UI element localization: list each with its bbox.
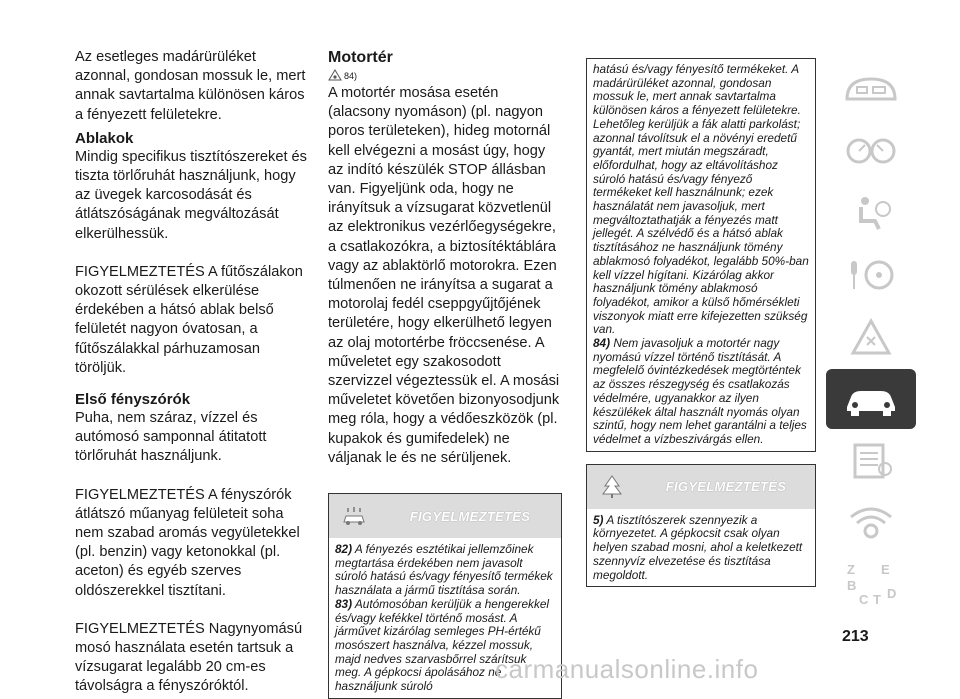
section-title: Motortér	[328, 49, 393, 66]
column-left	[75, 48, 307, 697]
warning-triangle-icon	[843, 317, 899, 357]
index-letter: B	[847, 578, 857, 593]
warning-text: Nem javasoljuk a motortér nagy nyomású vízzel történő tisztítását. A megfelelő óvintézkedések megtörténtek az összes részegység és csatlakozás védelmére, ugyanakkor az ilyen készülékek által használt nyomás olyan szintű, hogy nem lehet garantálni a teljes védelmet a vízbeszivárgás ellen.	[593, 336, 807, 446]
tab-starting[interactable]	[826, 245, 916, 305]
reference-number: 84)	[344, 71, 358, 81]
environment-tree-icon	[587, 474, 637, 500]
tab-instruments[interactable]	[826, 121, 916, 181]
column-middle	[328, 48, 562, 699]
warning-number: 82)	[335, 542, 353, 557]
specifications-list-icon	[843, 441, 899, 481]
warning-text: A fényezés esztétikai jellemzőinek megtartása érdekében nem javasolt súroló hatású és/vagy fényesítő termékek használata a jármű tisztítása során.	[335, 542, 553, 598]
warning-text: Autómosóban kerüljük a hengerekkel és/vagy kefékkel történő mosást. A járművet kizárólag semleges PH-értékű mosószert használva, kézzel mossuk, majd nedves szarvasbőrrel szárítsuk meg. A gépkocsi ápolásához ne használjunk súroló	[335, 596, 550, 694]
tab-maintenance[interactable]	[826, 369, 916, 429]
warning-header	[329, 494, 561, 538]
car-wash-warning-icon	[329, 504, 379, 528]
warning-item-5	[593, 514, 809, 583]
key-steering-icon	[843, 255, 899, 295]
page-number: 213	[842, 628, 869, 645]
warning-label: FIGYELMEZTETÉS	[665, 479, 787, 495]
warning-label: FIGYELMEZTETÉS	[409, 508, 531, 524]
chapter-tabs	[826, 59, 916, 617]
warning-continuation-text: hatású és/vagy fényesítő termékeket. A madárürüléket azonnal, gondosan mossuk le, mert annak savtartalma különösen káros a fényezett felületekre. Lehetőleg kerüljük a fák alatti parkolást; azonnal távolítsuk el a növényi eredetű gyantát, mert miután megszáradt, előfordulhat, hogy az eltávolításhoz súroló hatású és/vagy fényező termékeket kell használnunk; ezek használatát nem javasoljuk, mert megváltoztathatják a fényezés matt jellegét. A szélvédő és a hátsó ablak tisztításához ne használjunk tömény ablakmosó folyadékot, legalább 50%-ban kell vízzel hígítani. Kizárólag akkor használjunk tömény ablakmosó folyadékot, amikor a külső hőmérsékleti viszonyok miatt erre kifejezetten szükség van.	[593, 62, 809, 337]
car-dashboard-icon	[843, 69, 899, 109]
gauge-cluster-icon	[843, 131, 899, 171]
multimedia-icon	[843, 503, 899, 543]
tab-multimedia[interactable]	[826, 493, 916, 553]
environment-warning-box	[586, 464, 816, 588]
warning-number: 5)	[593, 512, 604, 527]
index-letter: D	[887, 586, 897, 601]
car-maintenance-icon	[841, 379, 901, 419]
warning-item-84	[593, 337, 809, 447]
tab-specifications[interactable]	[826, 431, 916, 491]
index-letter: C	[859, 592, 869, 607]
paragraph-heating-warning: FIGYELMEZTETÉS A fűtőszálakon okozott sérülések elkerülése érdekében a hátsó ablak belső felületét nagyon óvatosan, a fűtőszálakkal párhuzamosan töröljük.	[75, 263, 303, 376]
index-letter: E	[881, 562, 890, 577]
reference-line	[328, 68, 562, 84]
warning-number: 83)	[335, 596, 353, 611]
paragraph-windows: Mindig specifikus tisztítószereket és tiszta törlőruhát használjunk, hogy az üvegek karcosodását és átlátszóságának megváltozását elkerülhessük.	[75, 148, 307, 242]
index-letter: Z	[847, 562, 855, 577]
paragraph-headlight-warning: FIGYELMEZTETÉS A fényszórók átlátszó műanyag felületeit soha nem szabad aromás vegyületekkel (pl. benzin) vagy ketonokkal (pl. aceton) és egyéb szerves oldószerekkel tisztítani.	[75, 486, 300, 599]
warning-header	[587, 465, 815, 509]
warning-text: A tisztítószerek szennyezik a környezetet. A gépkocsit csak olyan helyen szabad mosni, ahol a keletkezett szennyvíz elvezetése és tisztítása megoldott.	[593, 512, 803, 582]
paragraph-headlights: Puha, nem száraz, vízzel és autómosó samponnal átitatott törlőruhát használjunk.	[75, 410, 267, 465]
paragraph-pressure-washer: FIGYELMEZTETÉS Nagynyomású mosó használata esetén tartsuk a vízsugarat legalább 20 cm-es távolságra a fényszóróktól.	[75, 620, 303, 695]
paragraph-bird-droppings: Az esetleges madárürüléket azonnal, gondosan mossuk le, mert annak savtartalma különösen káros a fényezett felületekre.	[75, 49, 306, 123]
heading-headlights: Első fényszórók	[75, 391, 191, 409]
warning-body	[587, 509, 815, 587]
tab-index[interactable]	[826, 555, 916, 615]
warning-number: 84)	[593, 336, 611, 351]
tab-dashboard[interactable]	[826, 59, 916, 119]
index-letters-icon	[843, 562, 899, 608]
index-letter: T	[873, 592, 881, 607]
watermark: carmanualsonline.info	[495, 654, 759, 684]
warning-item-82	[335, 543, 555, 598]
paragraph-engine-wash: A motortér mosása esetén (alacsony nyomáson) (pl. nagyon poros területeken), hideg motornál kell elvégezni a mosást úgy, hogy az indító készülék STOP állásban van. Figyeljünk oda, hogy ne irányítsuk a vízsugarat közvetlenül az elektronikus vezérlőegységekre, a csatlakozókra, a biztosítéktáblára vagy az ablaktörlő motorokra. Ezen túlmenően ne irányítsa a sugarat a motorolaj fedél cseppgyűjtőjének területére, hogy elkerülhető legyen az olaj motortérbe fröccsenése. A műveletet egy szakosodott szervizzel végeztessük el. A mosási műveletet követően bizonyosodjunk meg róla, hogy a védőeszközök (pl. kupakok és gumifedelek) ne váljanak le és ne sérüljenek.	[328, 85, 560, 466]
tab-emergency[interactable]	[826, 307, 916, 367]
tab-safety[interactable]	[826, 183, 916, 243]
warning-continuation-box	[586, 58, 816, 452]
column-right	[586, 58, 816, 587]
airbag-seat-icon	[843, 193, 899, 233]
warning-triangle-small-icon	[328, 69, 342, 83]
heading-ablakok: Ablakok	[75, 129, 134, 147]
